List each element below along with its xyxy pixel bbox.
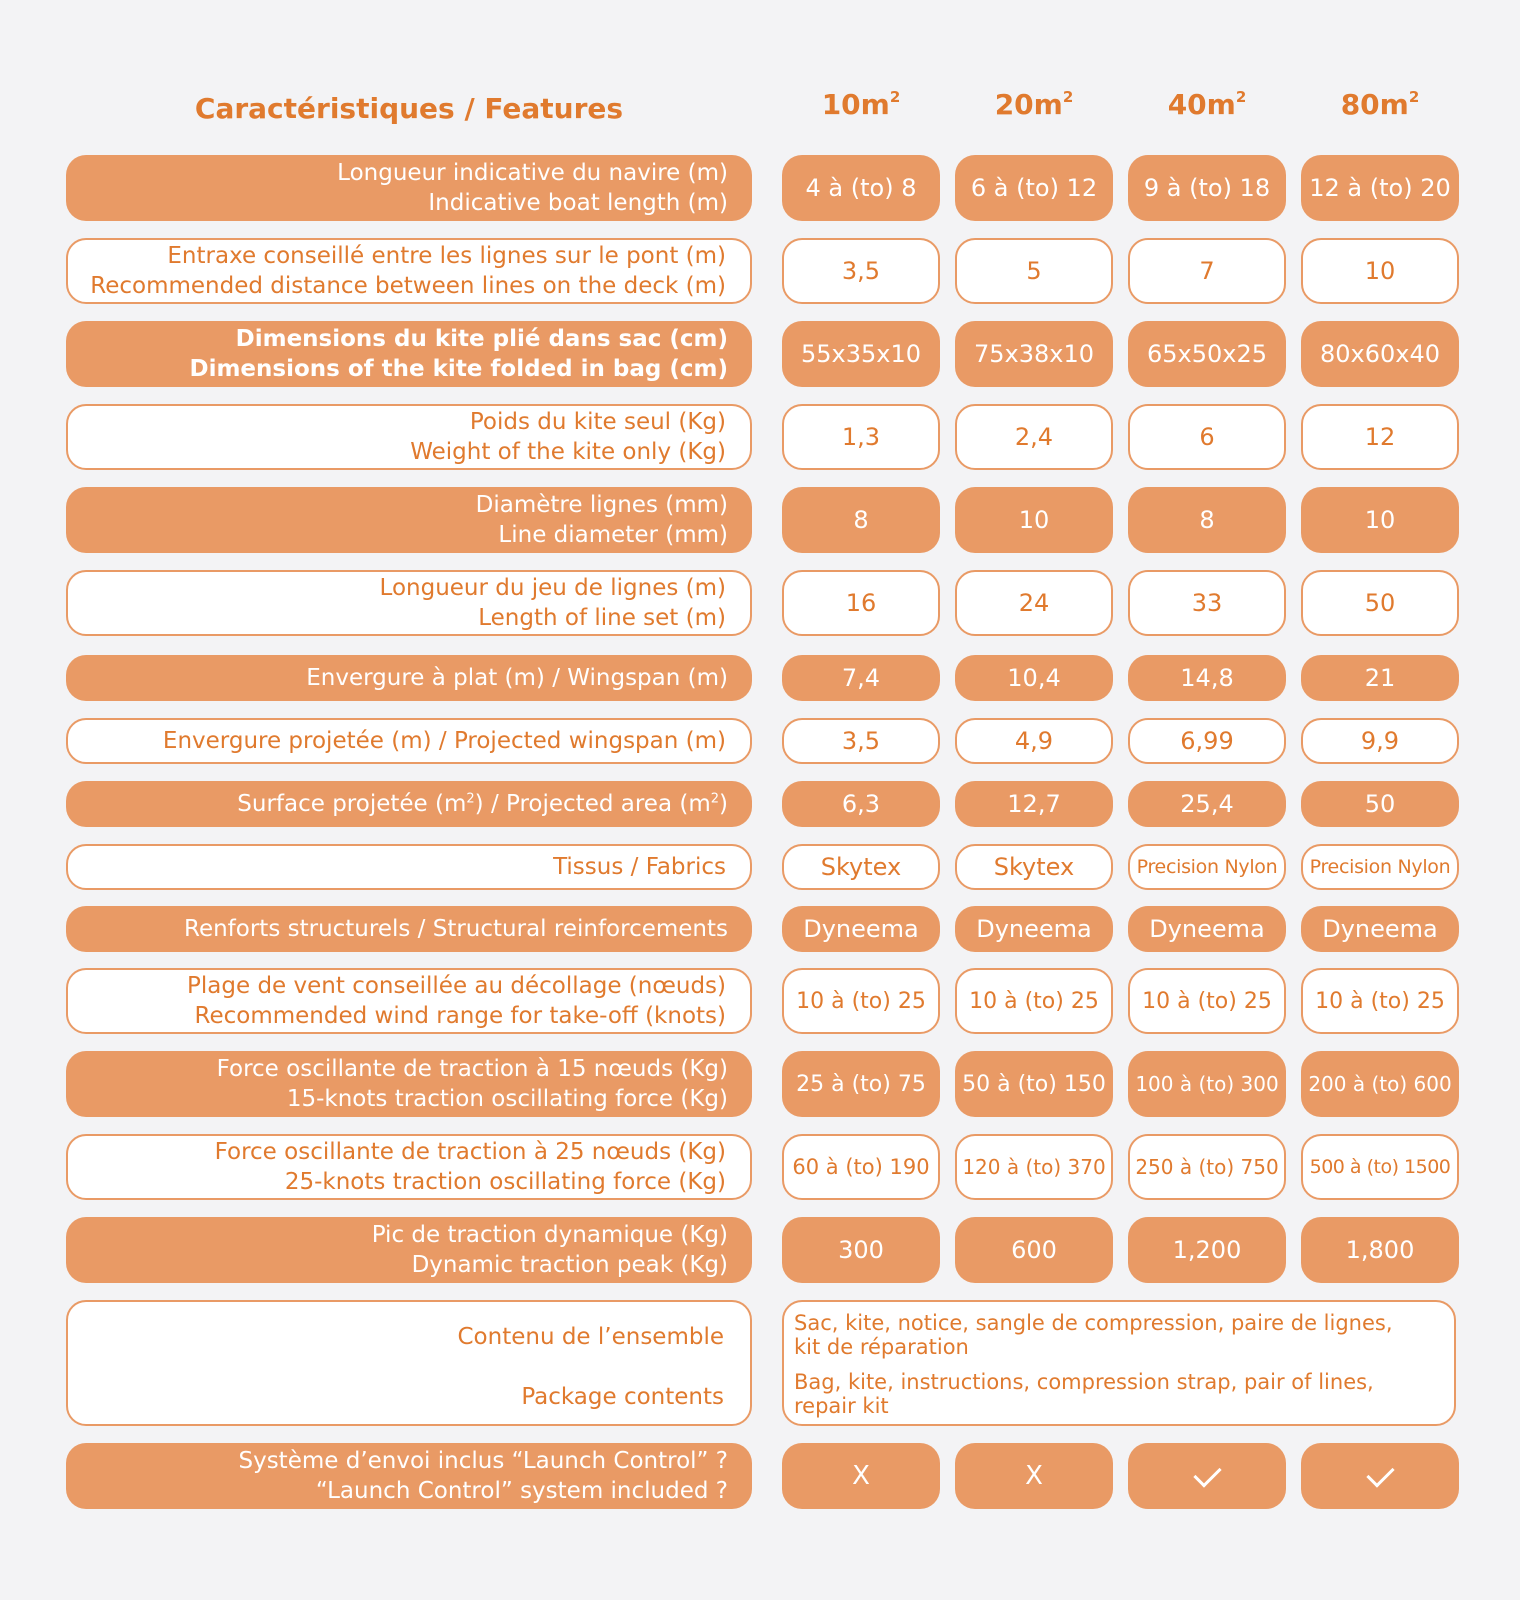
value-cell: 12 bbox=[1301, 404, 1459, 470]
value-cell: 10 à (to) 25 bbox=[782, 968, 940, 1034]
package-label-fr: Contenu de l’ensemble bbox=[457, 1324, 724, 1350]
row-label bbox=[66, 844, 752, 890]
row-label bbox=[66, 968, 752, 1034]
value-cell: 75x38x10 bbox=[955, 321, 1113, 387]
label-en: Recommended distance between lines on the deck (m) bbox=[90, 273, 726, 299]
value-cell: 120 à (to) 370 bbox=[955, 1134, 1113, 1200]
label-text: Tissus / Fabrics bbox=[553, 853, 726, 880]
label-fr: Plage de vent conseillée au décollage (nœuds) bbox=[187, 972, 726, 999]
row-label bbox=[66, 321, 752, 387]
value-cell: 25,4 bbox=[1128, 781, 1286, 827]
value-cell: 80x60x40 bbox=[1301, 321, 1459, 387]
value-cell: 21 bbox=[1301, 655, 1459, 701]
value-cell: 50 à (to) 150 bbox=[955, 1051, 1113, 1117]
package-row bbox=[0, 1300, 1520, 1426]
value-cell: 6 bbox=[1128, 404, 1286, 470]
row-label bbox=[66, 655, 752, 701]
no-mark: X bbox=[955, 1443, 1113, 1509]
label-fr: Longueur indicative du navire (m) bbox=[337, 159, 728, 186]
value-cell: 2,4 bbox=[955, 404, 1113, 470]
size-header-40: $40m^2$ bbox=[1167, 88, 1247, 121]
value-cell: 300 bbox=[782, 1217, 940, 1283]
value-cell: 10 bbox=[955, 487, 1113, 553]
value-cell: Precision Nylon bbox=[1128, 844, 1286, 890]
label-en: Line diameter (mm) bbox=[498, 522, 728, 548]
value-cell: 10 à (to) 25 bbox=[1128, 968, 1286, 1034]
value-cell: 8 bbox=[1128, 487, 1286, 553]
check-icon bbox=[1366, 1459, 1394, 1487]
label-fr: Diamètre lignes (mm) bbox=[475, 491, 728, 518]
launch-control-row bbox=[0, 1443, 1520, 1509]
value-cell: 10 à (to) 25 bbox=[955, 968, 1113, 1034]
value-cell: 65x50x25 bbox=[1128, 321, 1286, 387]
row-label bbox=[66, 1217, 752, 1283]
table-row bbox=[0, 1051, 1520, 1117]
table-row bbox=[0, 655, 1520, 701]
label-text: Surface projetée $(m^2)$ / Projected area $(m^2)$ bbox=[237, 790, 728, 817]
no-mark: X bbox=[782, 1443, 940, 1509]
row-label bbox=[66, 570, 752, 636]
value-cell: 50 bbox=[1301, 781, 1459, 827]
table-row bbox=[0, 1217, 1520, 1283]
package-label bbox=[66, 1300, 752, 1426]
label-en: Length of line set (m) bbox=[478, 605, 726, 631]
value-cell: 14,8 bbox=[1128, 655, 1286, 701]
value-cell: 10 à (to) 25 bbox=[1301, 968, 1459, 1034]
label-fr: Pic de traction dynamique (Kg) bbox=[371, 1221, 728, 1248]
label-en: 25-knots traction oscillating force (Kg) bbox=[284, 1169, 726, 1195]
table-row bbox=[0, 781, 1520, 827]
check-icon-cell bbox=[1301, 1443, 1459, 1509]
value-cell: Skytex bbox=[782, 844, 940, 890]
value-cell: 12,7 bbox=[955, 781, 1113, 827]
table-header bbox=[0, 88, 1520, 138]
row-label bbox=[66, 238, 752, 304]
table-row bbox=[0, 718, 1520, 764]
row-label bbox=[66, 1134, 752, 1200]
table-row bbox=[0, 1134, 1520, 1200]
label-en: Recommended wind range for take-off (knots) bbox=[194, 1003, 726, 1029]
package-content-fr: Sac, kite, notice, sangle de compression, paire de lignes, kit de réparation bbox=[794, 1311, 1393, 1359]
label-fr: Entraxe conseillé entre les lignes sur le pont (m) bbox=[167, 242, 726, 269]
value-cell: 16 bbox=[782, 570, 940, 636]
row-label bbox=[66, 718, 752, 764]
label-fr: Force oscillante de traction à 15 nœuds (Kg) bbox=[216, 1055, 728, 1082]
value-cell: 3,5 bbox=[782, 238, 940, 304]
label-text: Renforts structurels / Structural reinforcements bbox=[184, 915, 728, 942]
label-fr: Dimensions du kite plié dans sac (cm) bbox=[235, 325, 728, 352]
value-cell: 6,3 bbox=[782, 781, 940, 827]
row-label bbox=[66, 1443, 752, 1509]
value-cell: 25 à (to) 75 bbox=[782, 1051, 940, 1117]
value-cell: 10,4 bbox=[955, 655, 1113, 701]
table-row bbox=[0, 238, 1520, 304]
value-cell: Dyneema bbox=[955, 906, 1113, 952]
label-en: Weight of the kite only (Kg) bbox=[410, 439, 726, 465]
value-cell: 500 à (to) 1500 bbox=[1301, 1134, 1459, 1200]
value-cell: 7,4 bbox=[782, 655, 940, 701]
value-cell: 6,99 bbox=[1128, 718, 1286, 764]
label-en: Dynamic traction peak (Kg) bbox=[411, 1252, 728, 1278]
label-text: Envergure à plat (m) / Wingspan (m) bbox=[306, 664, 728, 691]
value-cell: Skytex bbox=[955, 844, 1113, 890]
value-cell: 60 à (to) 190 bbox=[782, 1134, 940, 1200]
value-cell: 250 à (to) 750 bbox=[1128, 1134, 1286, 1200]
table-row bbox=[0, 570, 1520, 636]
value-cell: Dyneema bbox=[1128, 906, 1286, 952]
row-label bbox=[66, 781, 752, 827]
value-cell: 600 bbox=[955, 1217, 1113, 1283]
label-fr: Système d’envoi inclus “Launch Control” ? bbox=[238, 1447, 728, 1474]
value-cell: 4 à (to) 8 bbox=[782, 155, 940, 221]
label-fr: Poids du kite seul (Kg) bbox=[469, 408, 726, 435]
label-en: “Launch Control” system included ? bbox=[315, 1478, 728, 1504]
value-cell: 50 bbox=[1301, 570, 1459, 636]
value-cell: 6 à (to) 12 bbox=[955, 155, 1113, 221]
table-row bbox=[0, 968, 1520, 1034]
table-row bbox=[0, 906, 1520, 952]
label-en: Indicative boat length (m) bbox=[428, 190, 728, 216]
value-cell: 5 bbox=[955, 238, 1113, 304]
value-cell: Dyneema bbox=[1301, 906, 1459, 952]
value-cell: 8 bbox=[782, 487, 940, 553]
value-cell: 200 à (to) 600 bbox=[1301, 1051, 1459, 1117]
package-content bbox=[782, 1300, 1456, 1426]
table-row bbox=[0, 155, 1520, 221]
table-row bbox=[0, 404, 1520, 470]
value-cell: 10 bbox=[1301, 487, 1459, 553]
value-cell: 1,200 bbox=[1128, 1217, 1286, 1283]
size-header-80: $80m^2$ bbox=[1340, 88, 1420, 121]
row-label bbox=[66, 155, 752, 221]
value-cell: 24 bbox=[955, 570, 1113, 636]
value-cell: 33 bbox=[1128, 570, 1286, 636]
value-cell: 1,3 bbox=[782, 404, 940, 470]
check-icon bbox=[1193, 1459, 1221, 1487]
package-content-en: Bag, kite, instructions, compression strap, pair of lines, repair kit bbox=[794, 1370, 1374, 1418]
label-fr: Longueur du jeu de lignes (m) bbox=[379, 574, 726, 601]
value-cell: 3,5 bbox=[782, 718, 940, 764]
size-header-10: $10m^2$ bbox=[821, 88, 901, 121]
value-cell: 4,9 bbox=[955, 718, 1113, 764]
check-icon-cell bbox=[1128, 1443, 1286, 1509]
table-row bbox=[0, 487, 1520, 553]
value-cell: Dyneema bbox=[782, 906, 940, 952]
value-cell: 55x35x10 bbox=[782, 321, 940, 387]
table-row bbox=[0, 844, 1520, 890]
row-label bbox=[66, 906, 752, 952]
value-cell: 9 à (to) 18 bbox=[1128, 155, 1286, 221]
value-cell: 7 bbox=[1128, 238, 1286, 304]
value-cell: 9,9 bbox=[1301, 718, 1459, 764]
label-en: 15-knots traction oscillating force (Kg) bbox=[286, 1086, 728, 1112]
value-cell: 1,800 bbox=[1301, 1217, 1459, 1283]
size-header-20: $20m^2$ bbox=[994, 88, 1074, 121]
label-en: Dimensions of the kite folded in bag (cm) bbox=[189, 356, 728, 382]
table-row bbox=[0, 321, 1520, 387]
label-fr: Force oscillante de traction à 25 nœuds (Kg) bbox=[214, 1138, 726, 1165]
row-label bbox=[66, 1051, 752, 1117]
value-cell: 100 à (to) 300 bbox=[1128, 1051, 1286, 1117]
row-label bbox=[66, 487, 752, 553]
label-text: Envergure projetée (m) / Projected wingspan (m) bbox=[162, 727, 726, 754]
row-label bbox=[66, 404, 752, 470]
features-title: Caractéristiques / Features bbox=[194, 92, 624, 125]
value-cell: 10 bbox=[1301, 238, 1459, 304]
value-cell: 12 à (to) 20 bbox=[1301, 155, 1459, 221]
value-cell: Precision Nylon bbox=[1301, 844, 1459, 890]
package-label-en: Package contents bbox=[521, 1384, 724, 1410]
